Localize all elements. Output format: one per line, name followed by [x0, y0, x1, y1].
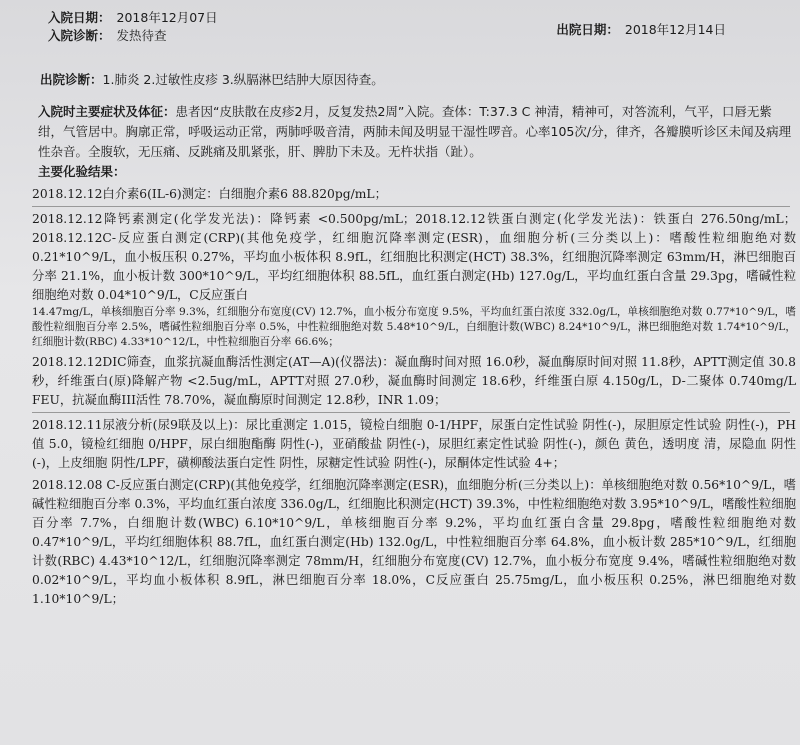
admission-diagnosis-label: 入院诊断：	[48, 28, 111, 43]
discharge-diagnosis	[40, 70, 796, 88]
divider	[32, 412, 790, 413]
lab-entry-dic: 2018.12.12DIC筛查，血浆抗凝血酶活性测定(AT—A)(仪器法)：凝血酶时间对照 16.0秒，凝血酶原时间对照 11.8秒，APTT测定值 30.8秒，纤维蛋白(原)降解产物 <2.5ug/mL，APTT对照 27.0秒，凝血酶时间测定 18.6秒，纤维蛋白原 4.150g/L，D-二聚体 0.740mg/L FEU，抗凝血酶III活性 78.70%，凝血酶原时间测定 12.8秒，INR 1.09；	[32, 355, 796, 407]
symptoms-label: 入院时主要症状及体征：	[38, 104, 176, 119]
discharge-diagnosis-label: 出院诊断：	[40, 72, 103, 87]
symptoms-paragraph	[38, 102, 796, 162]
admission-date-label: 入院日期：	[48, 10, 111, 25]
discharge-date-value: 2018年12月14日	[624, 22, 726, 37]
discharge-diagnosis-value: 1.肺炎 2.过敏性皮疹 3.纵膈淋巴结肿大原因待查。	[102, 72, 384, 87]
lab-entry-urinalysis: 2018.12.11尿液分析(尿9联及以上)：尿比重测定 1.015，镜检白细胞 0-1/HPF，尿蛋白定性试验 阴性(-)，尿胆原定性试验 阴性(-)，PH值 5.0，镜检红细胞 0/HPF，尿白细胞酯酶 阴性(-)，亚硝酸盐 阴性(-)，尿胆红素定性试验 阴性(-)，颜色 黄色，透明度 清，尿隐血 阴性(-)，上皮细胞 阴性/LPF，磺柳酸法蛋白定性 阴性，尿糖定性试验 阴性(-)，尿酮体定性试验 4+；	[32, 418, 796, 470]
lab-entry-crp-1208: 2018.12.08 C-反应蛋白测定(CRP)(其他免疫学，红细胞沉降率测定(ESR)，血细胞分析(三分类以上)：单核细胞绝对数 0.56*10^9/L，嗜碱性粒细胞百分率 0.3%，平均血红蛋白浓度 336.0g/L，红细胞比积测定(HCT) 39.3%，中性粒细胞绝对数 3.95*10^9/L，嗜酸性粒细胞百分率 7.7%，白细胞计数(WBC) 6.10*10^9/L，单核细胞百分率 9.2%，平均血红蛋白含量 29.8pg，嗜酸性粒细胞绝对数 0.47*10^9/L，平均红细胞体积 88.7fL，血红蛋白测定(Hb) 132.0g/L，中性粒细胞百分率 64.8%，血小板计数 285*10^9/L，红细胞计数(RBC) 4.43*10^12/L，红细胞沉降率测定 78mm/H，红细胞分布宽度(CV) 12.7%，血小板分布宽度 9.4%，嗜碱性粒细胞绝对数 0.02*10^9/L，平均血小板体积 8.9fL，淋巴细胞百分率 18.0%，C反应蛋白 25.75mg/L，血小板压积 0.25%，淋巴细胞绝对数 1.10*10^9/L；	[32, 478, 796, 606]
lab-entry-pct-ferritin-crp: 2018.12.12降钙素测定(化学发光法)：降钙素 <0.500pg/mL；2018.12.12铁蛋白测定(化学发光法)：铁蛋白 276.50ng/mL；2018.12.12C-反应蛋白测定(CRP)(其他免疫学，红细胞沉降率测定(ESR)，血细胞分析(三分类以上)：嗜酸性粒细胞绝对数 0.21*10^9/L，血小板压积 0.27%，平均血小板体积 8.9fL，红细胞比积测定(HCT) 38.3%，红细胞沉降率测定 63mm/H，淋巴细胞百分率 21.1%，血小板计数 300*10^9/L，平均红细胞体积 88.5fL，血红蛋白测定(Hb) 127.0g/L，平均血红蛋白含量 29.3pg，嗜碱性粒细胞绝对数 0.04*10^9/L，C反应蛋白	[32, 212, 796, 302]
discharge-date-label: 出院日期：	[556, 22, 619, 37]
lab-entry-il6: 2018.12.12白介素6(IL-6)测定：白细胞介素6 88.820pg/mL；	[32, 187, 387, 201]
symptoms-text: 患者因“皮肤散在皮疹2月，反复发热2周”入院。查体：T:37.3 C 神清，精神可，对答流利，气平，口唇无紫绀，气管居中。胸廓正常，呼吸运动正常，两肺呼吸音清，两肺未闻及明显干湿性啰音。心率105次/分，律齐，各瓣膜听诊区未闻及病理性杂音。全腹软，无压痛、反跳痛及肌紧张，肝、脾肋下未及。无杵状指（趾）。	[38, 104, 792, 159]
lab-entry-blood-count-cont: 14.47mg/L，单核细胞百分率 9.3%，红细胞分布宽度(CV) 12.7%，血小板分布宽度 9.5%，平均血红蛋白浓度 332.0g/L，单核细胞绝对数 0.77*10^9/L，嗜酸性粒细胞百分率 2.5%，嗜碱性粒细胞百分率 0.5%，中性粒细胞绝对数 5.48*10^9/L，白细胞计数(WBC) 8.24*10^9/L，淋巴细胞绝对数 1.74*10^9/L，红细胞计数(RBC) 4.33*10^12/L，中性粒细胞百分率 66.6%；	[32, 306, 796, 348]
admission-date-value: 2018年12月07日	[116, 10, 218, 25]
admission-diagnosis-value: 发热待查	[116, 28, 167, 43]
lab-results-title: 主要化验结果：	[38, 164, 126, 179]
divider	[32, 206, 790, 207]
discharge-date	[556, 22, 726, 38]
